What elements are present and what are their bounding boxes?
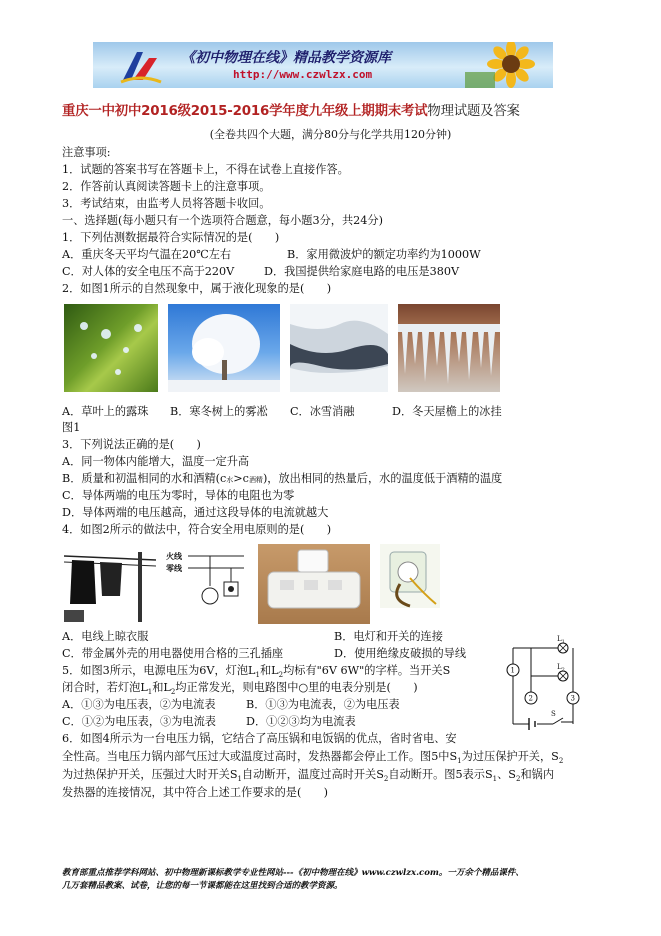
q2-option-a: A．草叶上的露珠 xyxy=(62,405,149,418)
circuit-diagram-figure-3 xyxy=(503,634,581,734)
q2-option-b: B．寒冬树上的雾凇 xyxy=(170,405,268,418)
q5-option-a: A．①③为电压表，②为电流表 xyxy=(62,698,216,711)
dew-on-grass-photo xyxy=(64,304,158,392)
q3-option-b: B．质量和初温相同的水和酒精(c水>c酒精)，放出相同的热量后，水的温度低于酒精的温度 xyxy=(62,472,503,485)
banner-url[interactable]: http://www.czwlzx.com xyxy=(233,68,373,81)
meter-3-label: 3 xyxy=(570,694,575,703)
question-2-stem: 2．如图1所示的自然现象中，属于液化现象的是( ) xyxy=(62,282,332,295)
q1-option-a: A．重庆冬天平均气温在20℃左右 xyxy=(62,248,232,261)
q4-option-b: B．电灯和开关的连接 xyxy=(334,630,443,643)
q5-option-d: D．①②③均为电流表 xyxy=(246,715,356,728)
q1-option-c: C．对人体的安全电压不高于220V xyxy=(62,265,235,278)
footer-line-2: 几万套精品教案、试卷，让您的每一节课都能在这里找到合适的教学资源。 xyxy=(62,881,343,891)
q5-option-c: C．①②为电压表，③为电流表 xyxy=(62,715,216,728)
question-4-stem: 4．如图2所示的做法中，符合安全用电原则的是( ) xyxy=(62,523,332,536)
question-6-line-4: 发热器的连接情况，其中符合上述工作要求的是( ) xyxy=(62,786,329,799)
footer-line-1: 教育部重点推荐学科网站、初中物理新课标教学专业性网站---《初中物理在线》www.czwlzx.com。一万余个精品课件、 xyxy=(62,868,524,878)
icicles-photo xyxy=(398,304,500,392)
figure-1-label: 图1 xyxy=(62,421,81,434)
q3-option-d: D．导体两端的电压越高，通过这段导体的电流就越大 xyxy=(62,506,329,519)
damaged-wire-photo xyxy=(380,544,440,608)
question-1-stem: 1．下列估测数据最符合实际情况的是( ) xyxy=(62,231,280,244)
q3-option-a: A．同一物体内能增大，温度一定升高 xyxy=(62,455,250,468)
switch-s-label: S xyxy=(551,710,556,718)
question-6-line-1: 6．如图4所示为一台电压力锅，它结合了高压锅和电饭锅的优点，省时省电、安 xyxy=(62,732,457,745)
q2-option-d: D．冬天屋檐上的冰挂 xyxy=(392,405,502,418)
meter-2-label: 2 xyxy=(528,694,533,703)
note-item: 1．试题的答案书写在答题卡上，不得在试卷上直接作答。 xyxy=(62,163,349,176)
banner xyxy=(93,42,553,88)
question-6-line-3: 为过热保护开关，压强过大时开关$S_1$自动断开，温度过高时开关$S_2$自动断开。图5表示$S_1$、$S_2$和锅内 xyxy=(62,768,555,784)
q4-option-c: C．带金属外壳的用电器使用合格的三孔插座 xyxy=(62,647,284,660)
question-6-line-2: 全性高。当电压力锅内部气压过大或温度过高时，发热器都会停止工作。图5中$S_1$为过压保护开关，$S_2$ xyxy=(62,750,564,766)
banner-title: 《初中物理在线》精品教学资源库 xyxy=(181,50,391,66)
exam-subtitle: (全卷共四个大题，满分80分与化学共用120分钟) xyxy=(209,128,452,141)
neutral-wire-label: 零线 xyxy=(166,563,182,573)
melting-snow-photo xyxy=(290,304,388,392)
notes-heading: 注意事项: xyxy=(62,146,111,159)
live-wire-label: 火线 xyxy=(166,551,182,561)
clothes-on-wire-figure xyxy=(64,546,156,622)
lamp-l1-label: $L_1$ xyxy=(557,635,565,645)
question-5-line-1: 5．如图3所示，电源电压为6V，灯泡$L_1$和$L_2$均标有"6V 6W"的字样。当开关S xyxy=(62,664,451,680)
page-title: 重庆一中初中2016级2015-2016学年度九年级上期期末考试物理试题及答案 xyxy=(62,104,520,119)
sunflower-icon xyxy=(465,42,553,88)
q3-option-c: C．导体两端的电压为零时，导体的电阻也为零 xyxy=(62,489,295,502)
logo-icon xyxy=(119,46,163,86)
note-item: 2．作答前认真阅读答题卡上的注意事项。 xyxy=(62,180,271,193)
note-item: 3．考试结束，由监考人员将答题卡收回。 xyxy=(62,197,271,210)
power-strip-photo xyxy=(258,544,370,624)
q1-option-b: B．家用微波炉的额定功率约为1000W xyxy=(287,248,481,261)
lamp-l2-label: $L_2$ xyxy=(557,663,565,673)
q1-option-d: D．我国提供给家庭电路的电压是380V xyxy=(264,265,460,278)
rime-frost-tree-photo xyxy=(168,304,280,392)
question-5-line-2: 闭合时，若灯泡$L_1$和$L_2$均正常发光，则电路图中○里的电表分别是( ) xyxy=(62,681,418,697)
section-heading: 一、选择题(每小题只有一个选项符合题意，每小题3分，共24分) xyxy=(62,214,383,227)
question-3-stem: 3．下列说法正确的是( ) xyxy=(62,438,201,451)
q4-option-a: A．电线上晾衣服 xyxy=(62,630,149,643)
q5-option-b: B．①③为电流表，②为电压表 xyxy=(246,698,400,711)
meter-1-label: 1 xyxy=(510,666,515,675)
q2-option-c: C．冰雪消融 xyxy=(290,405,355,418)
q4-option-d: D．使用绝缘皮破损的导线 xyxy=(334,647,467,660)
